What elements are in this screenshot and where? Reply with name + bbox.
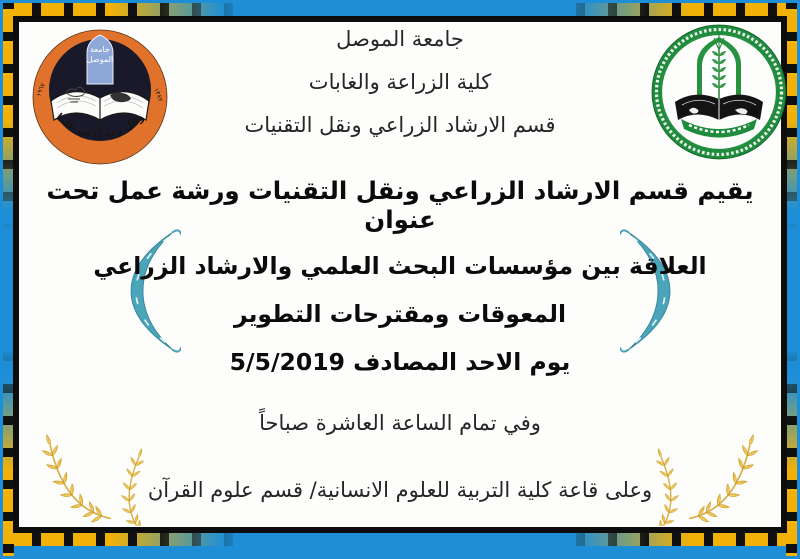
- frame-bottom-dashes: [0, 532, 800, 546]
- frame-left-edge: [0, 0, 14, 559]
- workshop-title-line2: المعوقات ومقترحات التطوير: [233, 300, 567, 328]
- frame-bottom-edge: [0, 532, 800, 559]
- venue-line: وعلى قاعة كلية التربية للعلوم الانسانية/ قسم علوم القرآن: [147, 478, 653, 502]
- mosul-logo-year-gregorian: ١٩٦٧: [34, 81, 48, 98]
- laurel-wreath-right-icon: [618, 430, 770, 526]
- mosul-logo-arch-text-1: جامعة: [90, 45, 110, 54]
- laurel-wreath-left-icon: [30, 430, 182, 526]
- time-line: وفي تمام الساعة العاشرة صباحاً: [259, 411, 541, 435]
- right-brace-ornament-icon: [620, 227, 678, 355]
- frame-top-dashes: [0, 0, 800, 17]
- workshop-title-line1: العلاقة بين مؤسسات البحث العلمي والارشاد الزراعي: [93, 252, 707, 280]
- mosul-logo-year-hijri: ١٣٨٧: [152, 86, 165, 103]
- frame-top-edge: [0, 0, 800, 17]
- mosul-logo-arch-text-2: الموصل: [86, 55, 114, 64]
- frame-left-dashes: [0, 0, 14, 559]
- date-line: يوم الاحد المصادف 5/5/2019: [229, 348, 571, 376]
- announcement-line: يقيم قسم الارشاد الزراعي ونقل التقنيات ورشة عمل تحت عنوان: [46, 176, 754, 234]
- college-name: كلية الزراعة والغابات: [308, 70, 492, 94]
- left-brace-ornament-icon: [123, 227, 181, 355]
- department-name: قسم الارشاد الزراعي ونقل التقنيات: [244, 113, 556, 137]
- university-name: جامعة الموصل: [336, 27, 464, 51]
- mosul-logo-motto: وقل رب زدني علما: [53, 111, 147, 141]
